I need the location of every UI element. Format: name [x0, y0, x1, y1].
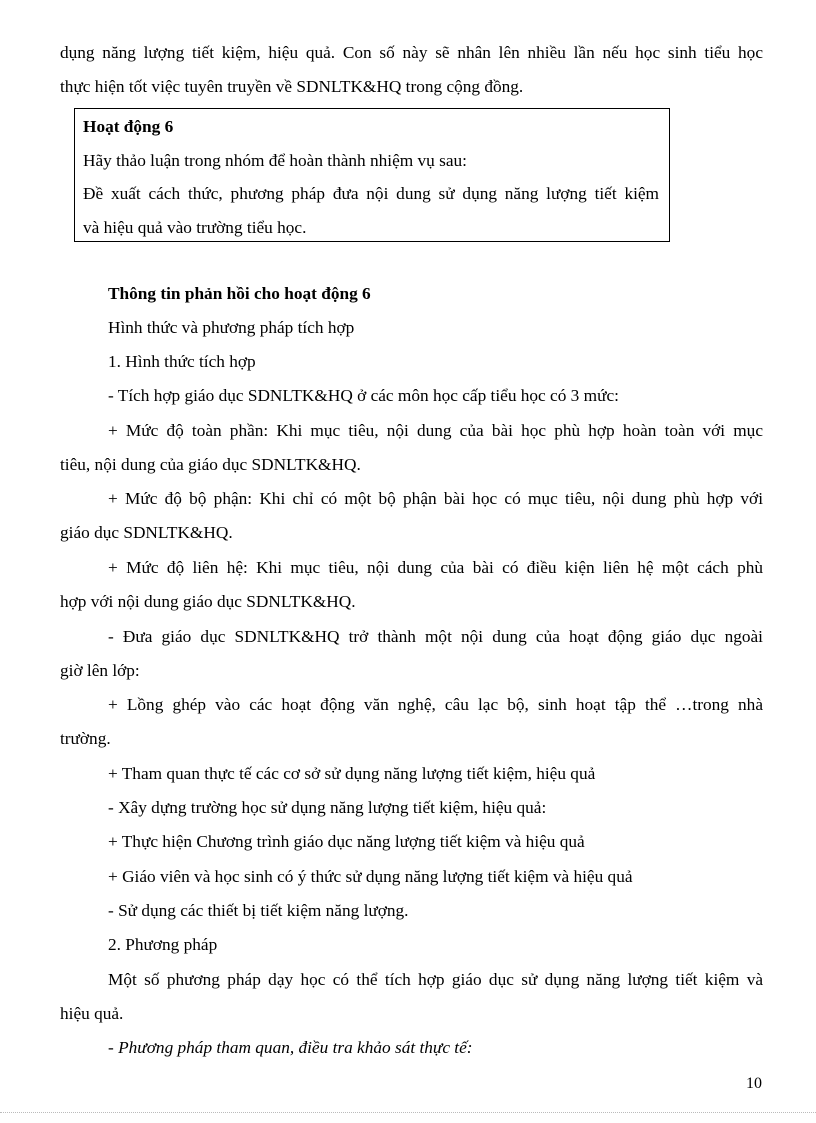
bullet-item: - Sử dụng các thiết bị tiết kiệm năng lượng. — [108, 901, 409, 920]
activity-instruction: Hãy thảo luận trong nhóm để hoàn thành nhiệm vụ sau: — [83, 151, 467, 170]
sub-item: + Giáo viên và học sinh có ý thức sử dụng năng lượng tiết kiệm và hiệu quả — [108, 867, 633, 886]
level-item: + Mức độ liên hệ: Khi mục tiêu, nội dung của bài có điều kiện liên hệ một cách phù — [108, 558, 763, 577]
feedback-heading: Thông tin phản hồi cho hoạt động 6 — [108, 284, 371, 303]
bullet-item: - Xây dựng trường học sử dụng năng lượng tiết kiệm, hiệu quả: — [108, 798, 547, 817]
bullet-item: - Đưa giáo dục SDNLTK&HQ trở thành một nội dung của hoạt động giáo dục ngoài — [108, 627, 763, 646]
page-bottom-divider — [0, 1112, 816, 1113]
sub-item: trường. — [60, 729, 111, 748]
feedback-subheading: Hình thức và phương pháp tích hợp — [108, 318, 355, 337]
activity-title: Hoạt động 6 — [83, 117, 174, 136]
paragraph-line: hiệu quả. — [60, 1004, 124, 1023]
level-item: hợp với nội dung giáo dục SDNLTK&HQ. — [60, 592, 356, 611]
level-item: tiêu, nội dung của giáo dục SDNLTK&HQ. — [60, 455, 361, 474]
paragraph-line: dụng năng lượng tiết kiệm, hiệu quả. Con số này sẽ nhân lên nhiều lần nếu học sinh tiểu học — [60, 43, 763, 62]
bullet-item: - Tích hợp giáo dục SDNLTK&HQ ở các môn học cấp tiểu học có 3 mức: — [108, 386, 619, 405]
sub-item: + Thực hiện Chương trình giáo dục năng lượng tiết kiệm và hiệu quả — [108, 832, 585, 851]
section-heading: 2. Phương pháp — [108, 935, 218, 954]
paragraph-line: thực hiện tốt việc tuyên truyền về SDNLTK&HQ trong cộng đồng. — [60, 77, 524, 96]
paragraph-line: Một số phương pháp dạy học có thể tích hợp giáo dục sử dụng năng lượng tiết kiệm và — [108, 970, 763, 989]
page-number: 10 — [746, 1075, 762, 1092]
level-item: + Mức độ toàn phần: Khi mục tiêu, nội dung của bài học phù hợp hoàn toàn với mục — [108, 421, 763, 440]
method-title: Phương pháp tham quan, điều tra khảo sát thực tế: — [118, 1038, 473, 1057]
method-item — [108, 1037, 473, 1059]
method-dash: - — [108, 1038, 119, 1057]
level-item: giáo dục SDNLTK&HQ. — [60, 523, 233, 542]
activity-task: Đề xuất cách thức, phương pháp đưa nội dung sử dụng năng lượng tiết kiệm — [83, 184, 659, 203]
level-item: + Mức độ bộ phận: Khi chỉ có một bộ phận bài học có mục tiêu, nội dung phù hợp với — [108, 489, 763, 508]
activity-task: và hiệu quả vào trường tiểu học. — [83, 218, 307, 237]
section-heading: 1. Hình thức tích hợp — [108, 352, 256, 371]
sub-item: + Lồng ghép vào các hoạt động văn nghệ, câu lạc bộ, sinh hoạt tập thể …trong nhà — [108, 695, 763, 714]
sub-item: + Tham quan thực tế các cơ sở sử dụng năng lượng tiết kiệm, hiệu quả — [108, 764, 596, 783]
bullet-item: giờ lên lớp: — [60, 661, 140, 680]
